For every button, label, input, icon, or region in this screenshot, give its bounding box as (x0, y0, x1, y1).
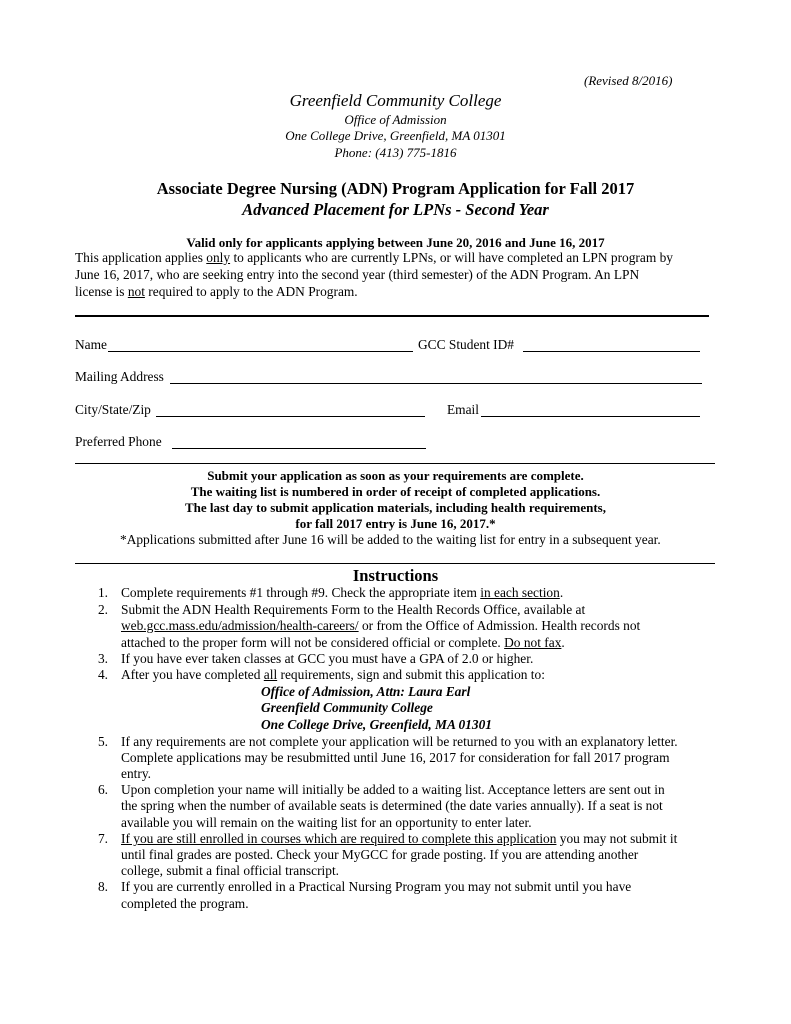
college-name: Greenfield Community College (289, 91, 502, 110)
name-field[interactable] (108, 337, 413, 352)
college-phone: Phone: (413) 775-1816 (334, 145, 457, 160)
instruction-item (121, 618, 640, 634)
intro-emphasis: only (206, 250, 231, 265)
instruction-item: If you are currently enrolled in a Practical Nursing Program you may not submit until you have (121, 879, 632, 894)
list-number: 6. (97, 782, 108, 797)
list-number: 4. (97, 667, 108, 682)
instruction-item: entry. (121, 766, 151, 781)
preferred-phone-label: Preferred Phone (75, 434, 162, 449)
mailing-address-line: Greenfield Community College (261, 700, 433, 715)
instructions-heading: Instructions (352, 566, 439, 585)
preferred-phone-field[interactable] (172, 434, 426, 449)
intro-line: June 16, 2017, who are seeking entry into the second year (third semester) of the ADN Program. An LPN (75, 267, 640, 282)
list-number: 5. (97, 734, 108, 749)
list-number: 3. (97, 651, 108, 666)
mailing-address-line: Office of Admission, Attn: Laura Earl (261, 684, 471, 699)
instruction-item: the spring when the number of available seats is determined (the date varies annually). If a seat is not (121, 798, 663, 813)
instruction-emphasis: in each section (480, 585, 560, 600)
mailing-address-label: Mailing Address (75, 369, 164, 384)
city-state-zip-label: City/State/Zip (75, 402, 151, 417)
student-id-field[interactable] (523, 337, 700, 352)
list-number: 1. (97, 585, 108, 600)
deadline-notice: for fall 2017 entry is June 16, 2017.* (295, 516, 496, 531)
instruction-item: completed the program. (121, 896, 249, 911)
instruction-text: . (561, 635, 565, 650)
name-label: Name (75, 337, 107, 352)
instruction-item: available you will remain on the waiting list for an opportunity to enter later. (121, 815, 532, 830)
instruction-text: Complete requirements #1 through #9. Check the appropriate item (121, 585, 481, 600)
divider (75, 563, 715, 564)
instruction-item (121, 667, 545, 683)
instruction-item: If any requirements are not complete your application will be returned to you with an explanatory letter. (121, 734, 678, 749)
list-number: 2. (97, 602, 108, 617)
email-field[interactable] (481, 402, 700, 417)
intro-text: to applicants who are currently LPNs, or will have completed an LPN program by (230, 250, 673, 265)
page-subtitle: Advanced Placement for LPNs - Second Year (242, 200, 549, 219)
instruction-emphasis: all (263, 667, 278, 682)
late-application-note: *Applications submitted after June 16 will be added to the waiting list for entry in a subsequent year. (120, 532, 661, 547)
intro-line (75, 284, 358, 300)
city-state-zip-field[interactable] (156, 402, 425, 417)
intro-emphasis: not (127, 284, 145, 299)
instruction-item: Submit the ADN Health Requirements Form to the Health Records Office, available at (121, 602, 586, 617)
divider (75, 463, 715, 464)
instruction-text: or from the Office of Admission. Health records not (358, 618, 641, 633)
mailing-address-line: One College Drive, Greenfield, MA 01301 (261, 717, 492, 732)
instruction-item: college, submit a final official transcript. (121, 863, 340, 878)
intro-text: This application applies (75, 250, 207, 265)
intro-text: license is (75, 284, 128, 299)
instruction-item: If you have ever taken classes at GCC you must have a GPA of 2.0 or higher. (121, 651, 534, 666)
page-title: Associate Degree Nursing (ADN) Program Application for Fall 2017 (156, 179, 635, 198)
divider (75, 315, 709, 317)
valid-dates-notice: Valid only for applicants applying between June 20, 2016 and June 16, 2017 (186, 235, 605, 250)
instruction-item: Upon completion your name will initially be added to a waiting list. Acceptance letters are sent out in (121, 782, 665, 797)
instruction-item (121, 831, 677, 847)
instruction-item: until final grades are posted. Check your MyGCC for grade posting. If you are attending another (121, 847, 639, 862)
email-label: Email (447, 402, 479, 417)
intro-text: required to apply to the ADN Program. (144, 284, 358, 299)
instruction-text: you may not submit it (556, 831, 678, 846)
revised-date: (Revised 8/2016) (584, 73, 673, 88)
mailing-address-field[interactable] (170, 369, 702, 384)
instruction-text: attached to the proper form will not be considered official or complete. (121, 635, 505, 650)
notice-line: The last day to submit application materials, including health requirements, (185, 500, 606, 515)
instruction-item (121, 585, 563, 601)
instruction-emphasis: If you are still enrolled in courses which are required to complete this application (121, 831, 557, 846)
health-careers-link[interactable]: web.gcc.mass.edu/admission/health-careers/ (121, 618, 359, 633)
instruction-text: requirements, sign and submit this application to: (277, 667, 545, 682)
notice-line: Submit your application as soon as your requirements are complete. (207, 468, 584, 483)
list-number: 7. (97, 831, 108, 846)
college-address: One College Drive, Greenfield, MA 01301 (285, 128, 506, 143)
instruction-text: After you have completed (121, 667, 264, 682)
list-number: 8. (97, 879, 108, 894)
student-id-label: GCC Student ID# (418, 337, 514, 352)
instruction-text: . (559, 585, 564, 600)
instruction-item (121, 635, 565, 651)
instruction-item: Complete applications may be resubmitted until June 16, 2017 for consideration for fall 2017 program (121, 750, 670, 765)
instruction-emphasis: Do not fax (504, 635, 562, 650)
intro-paragraph (75, 250, 673, 266)
notice-line: The waiting list is numbered in order of receipt of completed applications. (190, 484, 601, 499)
office-name: Office of Admission (344, 112, 447, 127)
